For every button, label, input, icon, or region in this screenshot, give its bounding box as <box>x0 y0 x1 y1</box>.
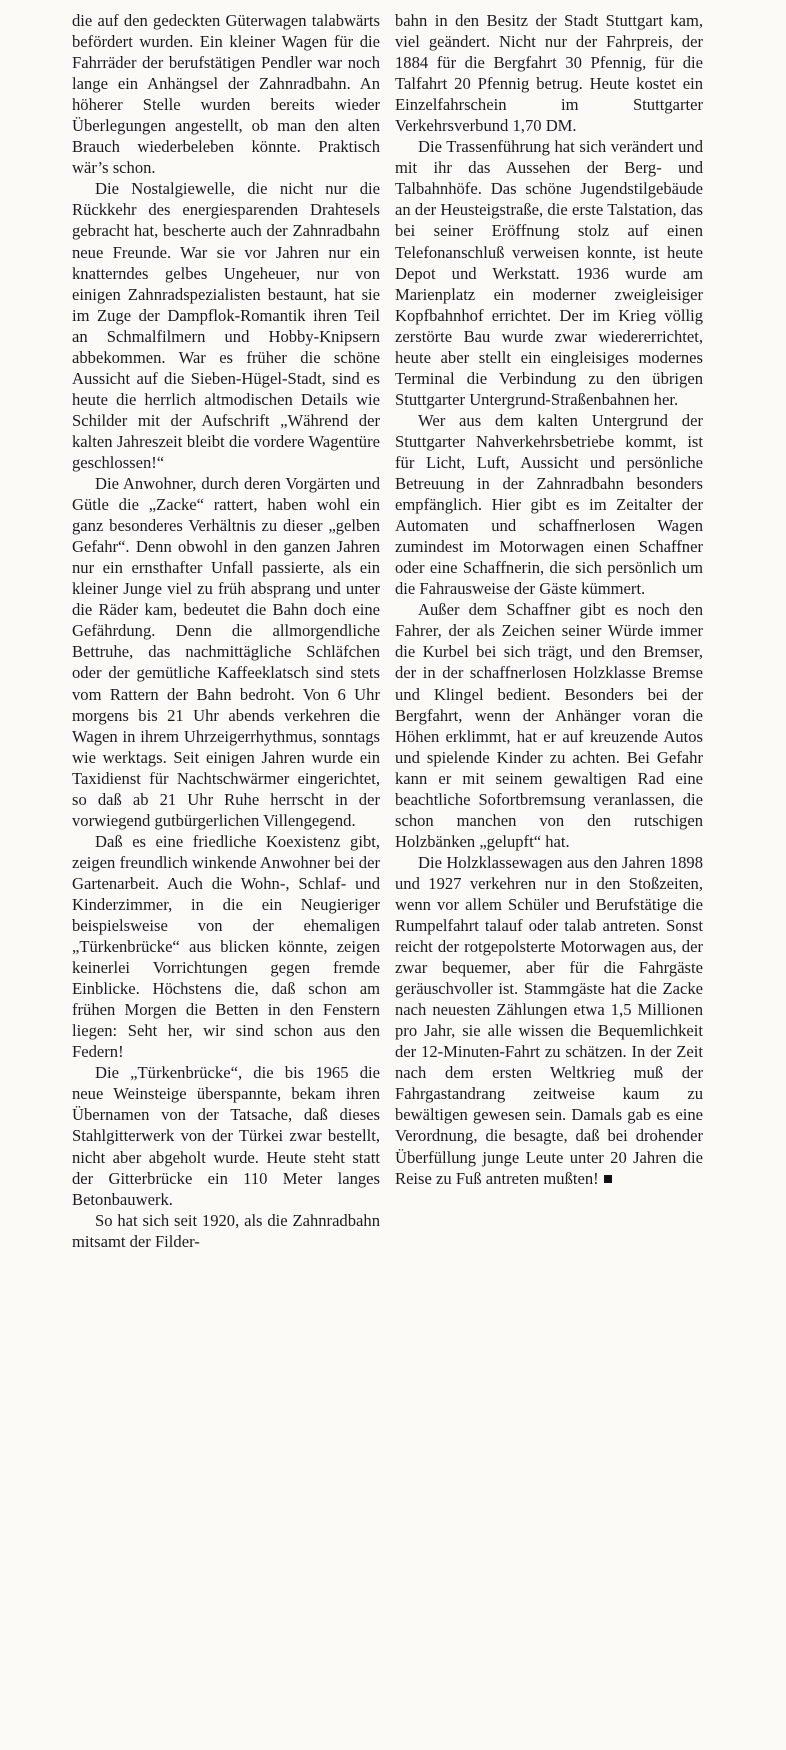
paragraph-wagons-bicycles: die auf den gedeckten Güterwagen talabwärts befördert wurden. Ein kleiner Wagen für die Fahrräder der berufstätigen Pendler war noch lange ein Anhängsel der Zahnradbahn. An höherer Stelle wurden bereits wieder Überlegungen angestellt, ob man den alten Brauch wiederbeleben könnte. Praktisch wär’s schon. <box>72 11 380 178</box>
paragraph-coexistence: Daß es eine friedliche Koexistenz gibt, zeigen freundlich winkende Anwohner bei der Gartenarbeit. Auch die Wohn-, Schlaf- und Kinderzimmer, in die ein Neugieriger beispielsweise von der ehemaligen „Türkenbrücke“ aus blicken könnte, zeigen keinerlei Vorrichtungen gegen fremde Einblicke. Höchstens die, daß schon am frühen Morgen die Betten in den Fenstern liegen: Seht her, wir sind schon aus den Federn! <box>72 831 380 1062</box>
paragraph-conductor-service: Wer aus dem kalten Untergrund der Stuttgarter Nahverkehrsbetriebe kommt, ist für Licht, Luft, Aussicht und persönliche Betreuung in der Zahnradbahn besonders empfänglich. Hier gibt es im Zeitalter der Automaten und schaffnerlosen Wagen zumindest im Motorwagen einen Schaffner oder eine Schaffnerin, die sich persönlich um die Fahrausweise der Gäste kümmert. <box>395 410 703 599</box>
paragraph-wooden-class-cars <box>395 852 703 1189</box>
paragraph-nostalgia-wave: Die Nostalgiewelle, die nicht nur die Rückkehr des energiesparenden Drahtesels gebracht hat, bescherte auch der Zahnradbahn neue Freunde. War sie vor Jahren nur ein knatterndes gelbes Ungeheuer, nur von einigen Zahnradspezialisten bestaunt, hat sie im Zuge der Dampflok-Romantik ihren Teil an Schmalfilmern und Hobby-Knipsern abbekommen. War es früher die schöne Aussicht auf die Sieben-Hügel-Stadt, sind es heute die herrlich altmodischen Details wie Schilder mit der Aufschrift „Während der kalten Jahreszeit bleibt die vordere Wagentüre geschlossen!“ <box>72 179 380 472</box>
article-end-square-icon <box>604 1175 612 1183</box>
paragraph-route-stations: Die Trassenführung hat sich verändert und mit ihr das Aussehen der Berg- und Talbahnhöfe. Das schöne Jugendstilgebäude an der Heusteigstraße, die erste Talstation, das bei seiner Eröffnung stolz auf einen Telefonanschluß verweisen konnte, ist heute Depot und Werkstatt. 1936 wurde am Marienplatz ein moderner zweigleisiger Kopfbahnhof errichtet. Der im Krieg völlig zerstörte Bau wurde zwar wiedererrichtet, heute aber stellt ein eingleisiges modernes Terminal die Verbindung zu den übrigen Stuttgarter Untergrund-Straßenbahnen her. <box>395 137 703 409</box>
paragraph-fare-history: bahn in den Besitz der Stadt Stuttgart kam, viel geändert. Nicht nur der Fahrpreis, der 1884 für die Bergfahrt 30 Pfennig, für die Talfahrt 20 Pfennig betrug. Heute kostet ein Einzelfahrschein im Stuttgarter Verkehrsverbund 1,70 DM. <box>395 11 703 136</box>
article-column-left <box>72 10 380 1252</box>
paragraph-driver-brakeman: Außer dem Schaffner gibt es noch den Fahrer, der als Zeichen seiner Würde immer die Kurbel bei sich trägt, und den Bremser, der in der schaffnerlosen Holzklasse Bremse und Klingel bedient. Besonders bei der Bergfahrt, wenn der Anhänger voran die Höhen erklimmt, hat er auf kreuzende Autos und spielende Kinder zu achten. Bei Gefahr kann er mit seinem gewaltigen Rad eine beachtliche Sofortbremsung veranlassen, die schon manchen von den rutschigen Holzbänken „gelupft“ hat. <box>395 600 703 851</box>
paragraph-since-1920-start: So hat sich seit 1920, als die Zahnradbahn mitsamt der Filder- <box>72 1210 380 1251</box>
paragraph-wooden-class-cars-text: Die Holzklassewagen aus den Jahren 1898 und 1927 verkehren nur in den Stoßzeiten, wenn vor allem Schüler und Berufstätige die Rumpelfahrt talauf oder talab antreten. Sonst reicht der rotgepolsterte Motorwagen aus, der zwar bequemer, aber für die Fahrgäste geräuschvoller ist. Stammgäste hat die Zacke nach neuesten Zählungen etwa 1,5 Millionen pro Jahr, sie alle wissen die Bequemlichkeit der 12-Minuten-Fahrt zu schätzen. In der Zeit nach dem ersten Weltkrieg muß der Fahrgastandrang zeitweise kaum zu bewältigen gewesen sein. Damals gab es eine Verordnung, die besagte, daß bei drohender Überfüllung junge Leute unter 20 Jahren die Reise zu Fuß antreten mußten! <box>395 852 703 1188</box>
paragraph-residents: Die Anwohner, durch deren Vorgärten und Gütle die „Zacke“ rattert, haben wohl ein ganz besonderes Verhältnis zu dieser „gelben Gefahr“. Denn obwohl in den ganzen Jahren nur ein ernsthafter Unfall passierte, als ein kleiner Junge viel zu früh absprang und unter die Räder kam, bedeutet die Bahn doch eine Gefährdung. Denn die allmorgendliche Bettruhe, das nachmittägliche Schläfchen oder der gemütliche Kaffeeklatsch sind stets vom Rattern der Bahn bedroht. Von 6 Uhr morgens bis 21 Uhr abends verkehren die Wagen in ihrem Uhrzeigerrhythmus, sonntags wie werktags. Seit einigen Jahren wurde ein Taxidienst für Nachtschwärmer eingerichtet, so daß ab 21 Uhr Ruhe herrscht in der vorwiegend gutbürgerlichen Villengegend. <box>72 474 380 830</box>
paragraph-tuerkenbruecke: Die „Türkenbrücke“, die bis 1965 die neue Weinsteige überspannte, bekam ihren Übernamen von der Tatsache, daß dieses Stahlgitterwerk von der Türkei zwar bestellt, nicht aber abgeholt wurde. Heute steht statt der Gitterbrücke ein 110 Meter langes Betonbauwerk. <box>72 1063 380 1209</box>
article-column-right <box>395 10 703 1189</box>
